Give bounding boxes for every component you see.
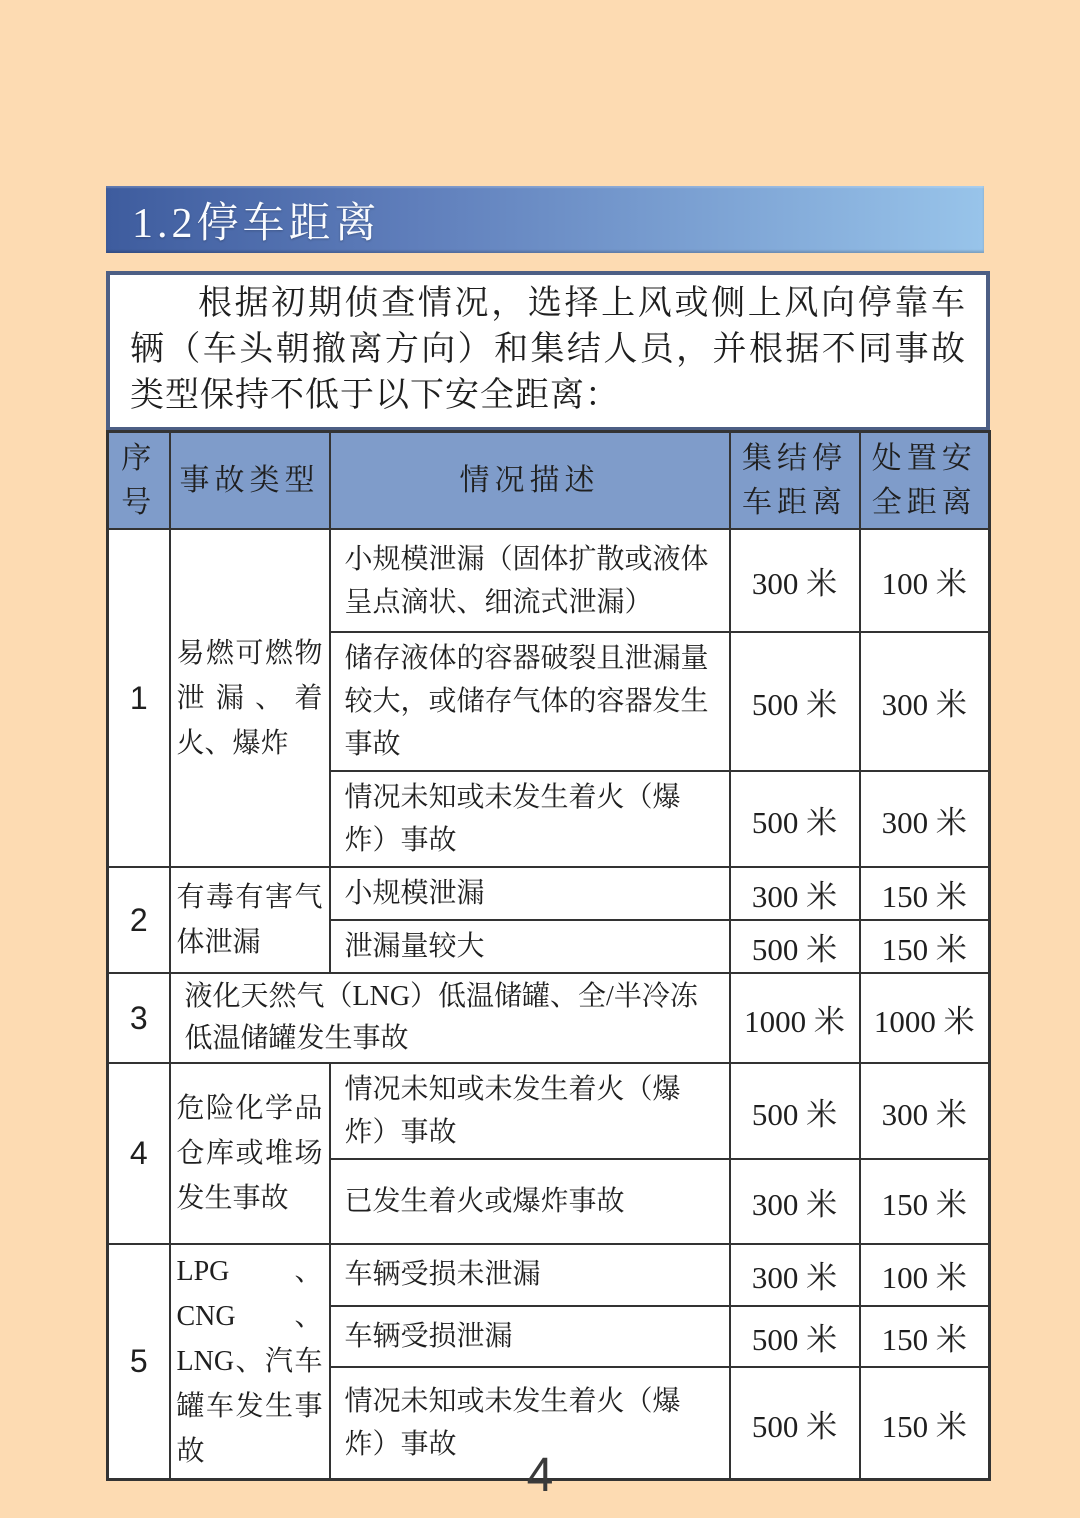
row-number-cell: 3: [108, 973, 170, 1063]
intro-box: [106, 271, 990, 431]
table-row: [108, 867, 990, 920]
row-number-cell: 5: [108, 1244, 170, 1480]
table-row: [108, 529, 990, 632]
disposal-distance-cell: 1000 米: [860, 973, 990, 1063]
column-header-accident-type: 事故类型: [170, 432, 330, 530]
table-row: [108, 973, 990, 1063]
situation-desc-cell: 情况未知或未发生着火（爆炸）事故: [330, 1063, 730, 1159]
assembly-distance-cell: 300 米: [730, 529, 860, 632]
page-number: 4: [526, 1449, 554, 1502]
table-container: [106, 430, 988, 1481]
situation-desc-cell: 小规模泄漏（固体扩散或液体呈点滴状、细流式泄漏）: [330, 529, 730, 632]
row-number-cell: 4: [108, 1063, 170, 1244]
assembly-distance-cell: 500 米: [730, 920, 860, 973]
intro-text: 根据初期侦查情况，选择上风或侧上风向停靠车辆（车头朝撤离方向）和集结人员，并根据不同事故类型保持不低于以下安全距离：: [130, 285, 966, 414]
disposal-distance-cell: 100 米: [860, 1244, 990, 1306]
situation-desc-cell: 泄漏量较大: [330, 920, 730, 973]
situation-desc-cell: 已发生着火或爆炸事故: [330, 1159, 730, 1244]
accident-type-cell: 易燃可燃物泄漏、着火、爆炸: [170, 529, 330, 867]
situation-desc-cell: 车辆受损泄漏: [330, 1306, 730, 1368]
assembly-distance-cell: 500 米: [730, 1063, 860, 1159]
disposal-distance-cell: 150 米: [860, 1306, 990, 1368]
column-header-assembly-distance: 集结停 车距离: [730, 432, 860, 530]
row-number-cell: 1: [108, 529, 170, 867]
disposal-distance-cell: 100 米: [860, 529, 990, 632]
situation-desc-cell: 情况未知或未发生着火（爆炸）事故: [330, 771, 730, 867]
merged-type-desc-cell: 液化天然气（LNG）低温储罐、全/半冷冻低温储罐发生事故: [170, 973, 730, 1063]
assembly-distance-cell: 500 米: [730, 1367, 860, 1479]
assembly-distance-cell: 500 米: [730, 632, 860, 771]
column-header-disposal-distance: 处置安 全距离: [860, 432, 990, 530]
table-header-row: [108, 432, 990, 530]
section-title: 1.2停车距离: [132, 200, 381, 247]
disposal-distance-cell: 300 米: [860, 771, 990, 867]
disposal-distance-cell: 150 米: [860, 920, 990, 973]
accident-type-cell: 危险化学品仓库或堆场发生事故: [170, 1063, 330, 1244]
disposal-distance-cell: 150 米: [860, 1367, 990, 1479]
safety-distance-table: [106, 430, 991, 1481]
disposal-distance-cell: 300 米: [860, 1063, 990, 1159]
disposal-distance-cell: 150 米: [860, 1159, 990, 1244]
disposal-distance-cell: 300 米: [860, 632, 990, 771]
column-header-situation: 情况描述: [330, 432, 730, 530]
section-header-bar: [106, 186, 984, 253]
accident-type-cell: 有毒有害气体泄漏: [170, 867, 330, 973]
assembly-distance-cell: 300 米: [730, 867, 860, 920]
situation-desc-cell: 小规模泄漏: [330, 867, 730, 920]
assembly-distance-cell: 1000 米: [730, 973, 860, 1063]
assembly-distance-cell: 300 米: [730, 1244, 860, 1306]
assembly-distance-cell: 500 米: [730, 1306, 860, 1368]
column-header-no: 序 号: [108, 432, 170, 530]
assembly-distance-cell: 300 米: [730, 1159, 860, 1244]
row-number-cell: 2: [108, 867, 170, 973]
disposal-distance-cell: 150 米: [860, 867, 990, 920]
table-row: [108, 1244, 990, 1306]
situation-desc-cell: 车辆受损未泄漏: [330, 1244, 730, 1306]
table-row: [108, 1063, 990, 1159]
assembly-distance-cell: 500 米: [730, 771, 860, 867]
situation-desc-cell: 储存液体的容器破裂且泄漏量较大，或储存气体的容器发生事故: [330, 632, 730, 771]
accident-type-cell: LPG、CNG、LNG、汽车罐车发生事故: [170, 1244, 330, 1480]
situation-desc-cell: 情况未知或未发生着火（爆炸）事故: [330, 1367, 730, 1479]
